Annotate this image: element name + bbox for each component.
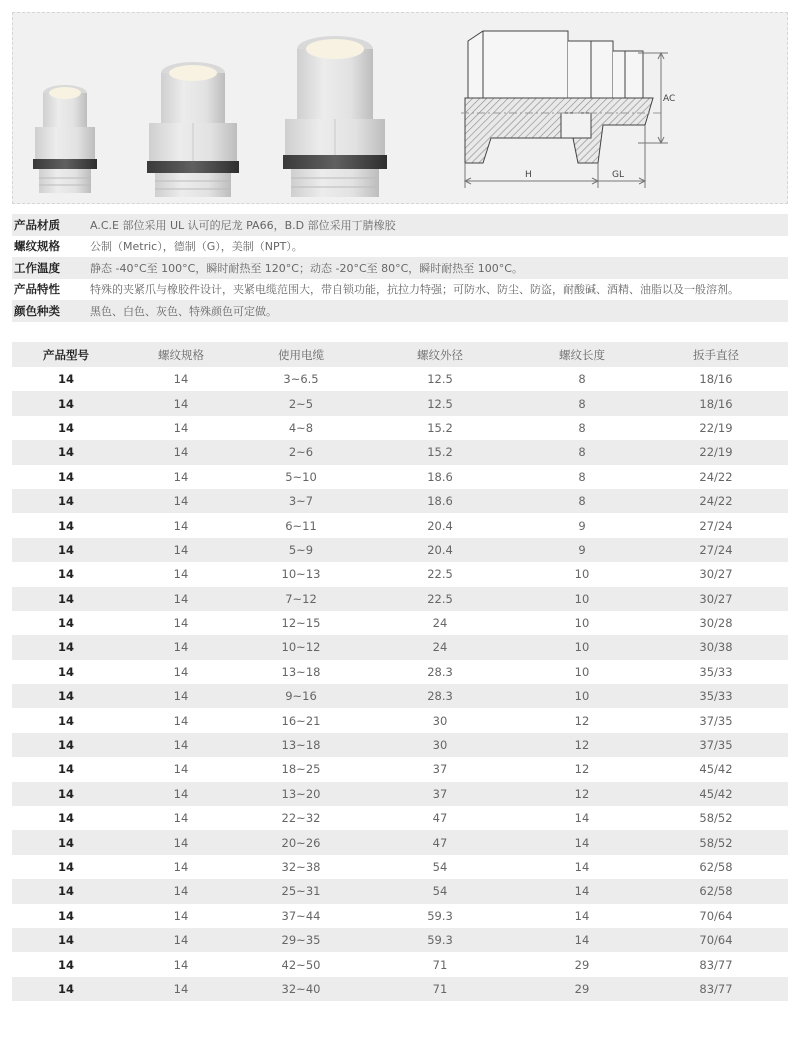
cell-thread-diameter: 24 <box>432 640 448 655</box>
cell-model: 14 <box>57 957 74 972</box>
cell-thread-length: 14 <box>574 811 590 826</box>
cell-thread-spec: 14 <box>173 981 189 996</box>
cell-thread-spec: 14 <box>173 933 189 948</box>
cell-thread-length: 12 <box>574 713 590 728</box>
table-row <box>12 611 788 635</box>
cell-wrench-size: 62/58 <box>699 860 733 874</box>
cell-thread-length: 12 <box>574 786 590 801</box>
cell-thread-spec: 14 <box>173 811 189 826</box>
table-row <box>12 367 788 391</box>
cell-thread-diameter: 22.5 <box>427 591 453 606</box>
table-row <box>12 416 788 440</box>
cell-thread-length: 12 <box>574 762 590 777</box>
cell-thread-length: 9 <box>578 518 586 533</box>
cell-thread-length: 14 <box>574 908 590 923</box>
cell-model: 14 <box>57 616 74 631</box>
cell-cable-range: 13~18 <box>281 738 321 753</box>
cell-thread-length: 10 <box>574 616 590 631</box>
cell-model: 14 <box>57 567 74 582</box>
cell-wrench-size: 30/28 <box>699 616 733 631</box>
cell-thread-length: 29 <box>574 981 590 996</box>
cell-thread-spec: 14 <box>173 884 189 899</box>
cell-thread-spec: 14 <box>173 908 189 923</box>
cell-model: 14 <box>57 884 74 899</box>
drawing-label-h: H <box>525 170 532 180</box>
spec-row <box>12 279 788 301</box>
cell-cable-range: 13~20 <box>281 786 321 801</box>
table-row <box>12 879 788 903</box>
cell-cable-range: 12~15 <box>281 616 321 631</box>
header-model: 产品型号 <box>43 347 89 362</box>
cell-model: 14 <box>57 689 74 704</box>
table-row <box>12 684 788 708</box>
cell-thread-length: 8 <box>578 494 586 509</box>
header-thread-length: 螺纹长度 <box>559 347 605 362</box>
table-header-row <box>12 342 788 367</box>
cell-wrench-size: 24/22 <box>699 494 733 509</box>
cell-thread-length: 8 <box>578 372 586 387</box>
cell-model: 14 <box>57 738 74 753</box>
cell-thread-spec: 14 <box>173 738 189 753</box>
table-row <box>12 587 788 611</box>
cell-wrench-size: 62/58 <box>699 884 733 899</box>
cell-thread-diameter: 54 <box>432 860 448 874</box>
spec-value: 黑色、白色、灰色、特殊颜色可定做。 <box>90 304 277 318</box>
cell-thread-diameter: 22.5 <box>427 567 453 582</box>
table-row <box>12 440 788 464</box>
cell-thread-diameter: 15.2 <box>427 420 453 435</box>
drawing-label-ac: AC <box>663 94 676 104</box>
cell-wrench-size: 58/52 <box>699 835 733 850</box>
cell-thread-length: 14 <box>574 835 590 850</box>
table-row <box>12 977 788 1001</box>
cell-thread-diameter: 47 <box>432 811 448 826</box>
cell-thread-length: 8 <box>578 420 586 435</box>
cell-thread-diameter: 15.2 <box>427 445 453 460</box>
cell-thread-spec: 14 <box>173 567 189 582</box>
cell-thread-spec: 14 <box>173 640 189 655</box>
cell-thread-length: 8 <box>578 469 586 484</box>
table-row <box>12 391 788 415</box>
cell-thread-spec: 14 <box>173 664 189 679</box>
cell-thread-spec: 14 <box>173 762 189 777</box>
cell-wrench-size: 22/19 <box>699 420 733 435</box>
spec-row <box>12 257 788 279</box>
cell-thread-spec: 14 <box>173 616 189 631</box>
cell-thread-diameter: 20.4 <box>427 518 453 533</box>
cable-gland-small-photo <box>33 85 97 193</box>
table-row <box>12 489 788 513</box>
cell-thread-diameter: 18.6 <box>427 469 453 484</box>
cell-wrench-size: 83/77 <box>699 981 733 996</box>
cell-thread-length: 10 <box>574 591 590 606</box>
cell-model: 14 <box>57 933 74 948</box>
cell-cable-range: 5~10 <box>285 469 317 484</box>
cell-thread-length: 10 <box>574 689 590 704</box>
cell-thread-spec: 14 <box>173 396 189 411</box>
cell-wrench-size: 30/38 <box>699 640 733 655</box>
model-data-table <box>12 342 788 1001</box>
cell-thread-diameter: 20.4 <box>427 542 453 557</box>
cell-wrench-size: 58/52 <box>699 811 733 826</box>
cell-thread-spec: 14 <box>173 469 189 484</box>
cell-thread-length: 10 <box>574 640 590 655</box>
cell-model: 14 <box>57 981 74 996</box>
table-row <box>12 465 788 489</box>
cell-model: 14 <box>57 713 74 728</box>
cell-cable-range: 29~35 <box>281 933 321 948</box>
cell-cable-range: 32~40 <box>281 981 321 996</box>
cell-thread-spec: 14 <box>173 860 189 874</box>
product-illustration <box>13 13 789 205</box>
cell-thread-spec: 14 <box>173 835 189 850</box>
cell-cable-range: 22~32 <box>281 811 321 826</box>
cell-thread-diameter: 47 <box>432 835 448 850</box>
spec-row <box>12 214 788 236</box>
cell-wrench-size: 83/77 <box>699 957 733 972</box>
table-row <box>12 806 788 830</box>
cell-thread-length: 10 <box>574 664 590 679</box>
table-row <box>12 928 788 952</box>
cell-thread-diameter: 30 <box>432 713 448 728</box>
spec-row <box>12 236 788 258</box>
cell-cable-range: 13~18 <box>281 664 321 679</box>
cell-thread-diameter: 28.3 <box>427 664 453 679</box>
cell-cable-range: 3~7 <box>288 494 314 509</box>
cell-wrench-size: 27/24 <box>699 542 733 557</box>
cell-thread-spec: 14 <box>173 591 189 606</box>
cell-model: 14 <box>57 445 74 460</box>
table-row <box>12 830 788 854</box>
spec-row <box>12 300 788 322</box>
drawing-label-gl: GL <box>612 170 624 180</box>
cell-model: 14 <box>57 469 74 484</box>
cell-cable-range: 2~6 <box>288 445 314 460</box>
header-thread-diameter: 螺纹外径 <box>417 347 463 362</box>
cell-wrench-size: 18/16 <box>699 372 733 387</box>
cell-wrench-size: 45/42 <box>699 786 733 801</box>
cell-cable-range: 7~12 <box>285 591 317 606</box>
cell-wrench-size: 37/35 <box>699 713 733 728</box>
cell-model: 14 <box>57 664 74 679</box>
cell-thread-diameter: 71 <box>432 981 448 996</box>
cell-wrench-size: 22/19 <box>699 445 733 460</box>
cell-cable-range: 37~44 <box>281 908 321 923</box>
spec-label: 产品特性 <box>14 282 60 297</box>
spec-value: 特殊的夹紧爪与橡胶件设计，夹紧电缆范围大，带自锁功能，抗拉力特强；可防水、防尘、防盗，耐酸碱、酒精、油脂以及一般溶剂。 <box>90 283 739 297</box>
spec-value: A.C.E 部位采用 UL 认可的尼龙 PA66，B.D 部位采用丁腈橡胶 <box>90 218 396 232</box>
cell-thread-diameter: 71 <box>432 957 448 972</box>
cell-cable-range: 3~6.5 <box>283 372 319 387</box>
cell-thread-spec: 14 <box>173 957 189 972</box>
cell-thread-diameter: 18.6 <box>427 494 453 509</box>
header-thread-spec: 螺纹规格 <box>158 347 204 362</box>
cell-thread-length: 8 <box>578 445 586 460</box>
cell-model: 14 <box>57 591 74 606</box>
cell-model: 14 <box>57 640 74 655</box>
cell-model: 14 <box>57 372 74 387</box>
cell-model: 14 <box>57 396 74 411</box>
cell-thread-length: 14 <box>574 860 590 874</box>
cell-wrench-size: 37/35 <box>699 738 733 753</box>
cell-wrench-size: 70/64 <box>699 933 733 948</box>
cell-thread-diameter: 28.3 <box>427 689 453 704</box>
spec-label: 工作温度 <box>14 260 60 275</box>
cell-cable-range: 16~21 <box>281 713 321 728</box>
table-row <box>12 660 788 684</box>
cell-thread-diameter: 37 <box>432 786 448 801</box>
cell-wrench-size: 30/27 <box>699 591 733 606</box>
table-row <box>12 904 788 928</box>
spec-label: 颜色种类 <box>14 303 60 318</box>
cell-model: 14 <box>57 811 74 826</box>
cell-model: 14 <box>57 542 74 557</box>
cell-thread-diameter: 59.3 <box>427 933 453 948</box>
cell-wrench-size: 24/22 <box>699 469 733 484</box>
spec-value: 静态 -40°C至 100°C，瞬时耐热至 120°C；动态 -20°C至 80°C，瞬时耐热至 100°C。 <box>90 261 523 275</box>
cell-thread-spec: 14 <box>173 786 189 801</box>
table-row <box>12 538 788 562</box>
cable-gland-medium-photo <box>147 62 239 197</box>
technical-drawing <box>461 31 668 188</box>
cell-model: 14 <box>57 835 74 850</box>
cable-gland-large-photo <box>283 36 387 197</box>
cell-thread-spec: 14 <box>173 713 189 728</box>
cell-thread-spec: 14 <box>173 518 189 533</box>
cell-thread-length: 9 <box>578 542 586 557</box>
cell-cable-range: 5~9 <box>288 542 314 557</box>
table-row <box>12 952 788 976</box>
cell-thread-diameter: 37 <box>432 762 448 777</box>
header-wrench-size: 扳手直径 <box>693 347 739 362</box>
cell-thread-diameter: 59.3 <box>427 908 453 923</box>
cell-wrench-size: 30/27 <box>699 567 733 582</box>
cell-cable-range: 10~12 <box>281 640 321 655</box>
cell-thread-length: 10 <box>574 567 590 582</box>
cell-thread-spec: 14 <box>173 689 189 704</box>
cell-model: 14 <box>57 518 74 533</box>
cell-wrench-size: 35/33 <box>699 664 733 679</box>
cell-model: 14 <box>57 860 74 874</box>
cell-cable-range: 2~5 <box>288 396 314 411</box>
table-row <box>12 855 788 879</box>
table-row <box>12 513 788 537</box>
cell-thread-length: 14 <box>574 884 590 899</box>
cell-cable-range: 4~8 <box>288 420 314 435</box>
cell-cable-range: 42~50 <box>281 957 321 972</box>
cell-model: 14 <box>57 494 74 509</box>
table-row <box>12 782 788 806</box>
spec-label: 螺纹规格 <box>14 239 60 254</box>
cell-thread-spec: 14 <box>173 420 189 435</box>
cell-cable-range: 9~16 <box>285 689 317 704</box>
table-row <box>12 635 788 659</box>
cell-wrench-size: 18/16 <box>699 396 733 411</box>
table-row <box>12 708 788 732</box>
cell-wrench-size: 70/64 <box>699 908 733 923</box>
cell-cable-range: 25~31 <box>281 884 321 899</box>
cell-thread-diameter: 54 <box>432 884 448 899</box>
cell-model: 14 <box>57 420 74 435</box>
cell-thread-length: 12 <box>574 738 590 753</box>
cell-thread-spec: 14 <box>173 494 189 509</box>
cell-model: 14 <box>57 762 74 777</box>
cell-thread-diameter: 24 <box>432 616 448 631</box>
table-row <box>12 757 788 781</box>
table-row <box>12 562 788 586</box>
cell-thread-diameter: 12.5 <box>427 372 453 387</box>
cell-wrench-size: 27/24 <box>699 518 733 533</box>
cell-thread-length: 29 <box>574 957 590 972</box>
cell-thread-spec: 14 <box>173 445 189 460</box>
spec-table <box>12 214 788 322</box>
header-cable-range: 使用电缆 <box>278 347 324 362</box>
table-body <box>12 367 788 1001</box>
table-row <box>12 733 788 757</box>
cell-thread-spec: 14 <box>173 542 189 557</box>
cell-wrench-size: 35/33 <box>699 689 733 704</box>
cell-cable-range: 6~11 <box>285 518 317 533</box>
cell-thread-spec: 14 <box>173 372 189 387</box>
cell-thread-length: 8 <box>578 396 586 411</box>
spec-value: 公制（Metric），德制（G），美制（NPT）。 <box>90 240 303 254</box>
cell-model: 14 <box>57 908 74 923</box>
product-hero-image <box>12 12 788 204</box>
cell-cable-range: 10~13 <box>281 567 321 582</box>
cell-wrench-size: 45/42 <box>699 762 733 777</box>
cell-model: 14 <box>57 786 74 801</box>
spec-label: 产品材质 <box>14 217 60 232</box>
cell-cable-range: 32~38 <box>281 860 321 874</box>
cell-cable-range: 20~26 <box>281 835 321 850</box>
cell-cable-range: 18~25 <box>281 762 321 777</box>
cell-thread-diameter: 30 <box>432 738 448 753</box>
cell-thread-length: 14 <box>574 933 590 948</box>
cell-thread-diameter: 12.5 <box>427 396 453 411</box>
